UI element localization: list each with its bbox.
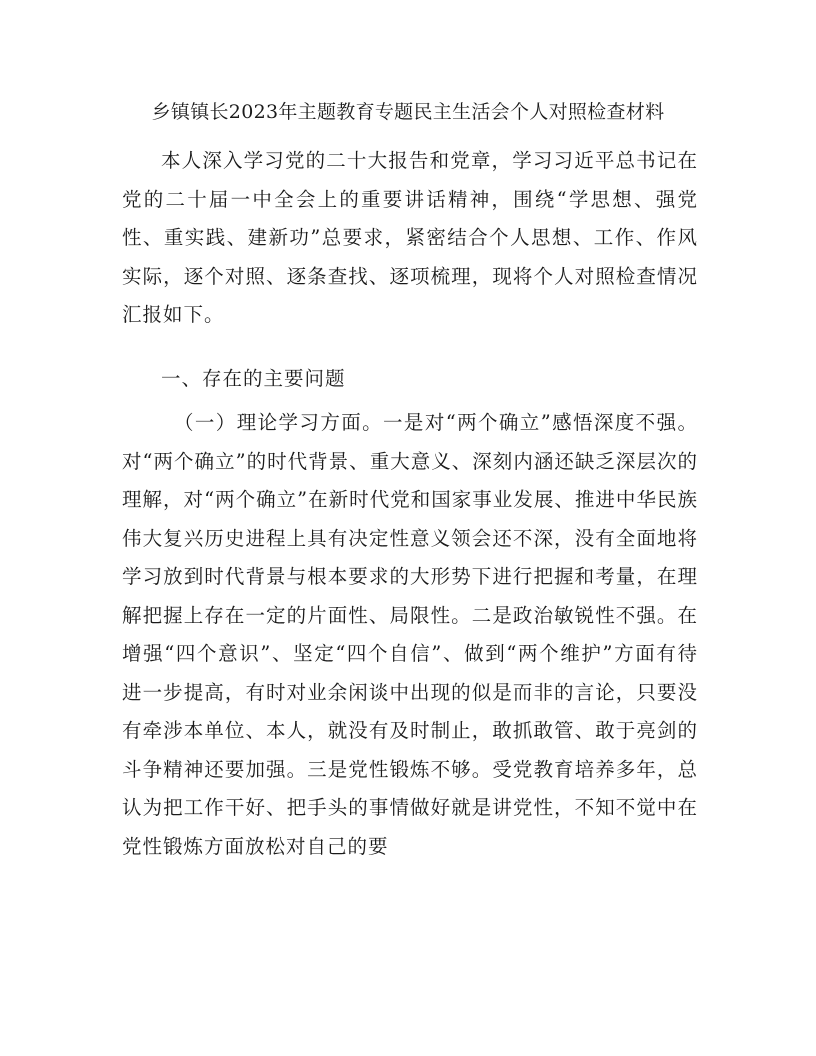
intro-paragraph: 本人深入学习党的二十大报告和党章，学习习近平总书记在党的二十届一中全会上的重要讲话精神，围绕“学思想、强党性、重实践、建新功”总要求，紧密结合个人思想、工作、作风实际，逐个对照、逐条查找、逐项梳理，现将个人对照检查情况汇报如下。 [122,149,698,326]
theory-study-paragraph: （一）理论学习方面。一是对“两个确立”感悟深度不强。对“两个确立”的时代背景、重大意义、深刻内涵还缺乏深层次的理解，对“两个确立”在新时代党和国家事业发展、推进中华民族伟大复兴历史进程上具有决定性意义领会还不深，没有全面地将学习放到时代背景与根本要求的大形势下进行把握和考量，在理解把握上存在一定的片面性、局限性。二是政治敏锐性不强。在增强“四个意识”、坚定“四个自信”、做到“两个维护”方面有待进一步提高，有时对业余闲谈中出现的似是而非的言论，只要没有牵涉本单位、本人，就没有及时制止，敢抓敢管、敢于亮剑的斗争精神还要加强。三是党性锻炼不够。受党教育培养多年，总认为把工作干好、把手头的事情做好就是讲党性，不知不觉中在党性锻炼方面放松对自己的要 [122,411,698,858]
document-title: 乡镇镇长2023年主题教育专题民主生活会个人对照检查材料 [151,101,665,123]
section-heading: 一、存在的主要问题 [161,367,346,390]
